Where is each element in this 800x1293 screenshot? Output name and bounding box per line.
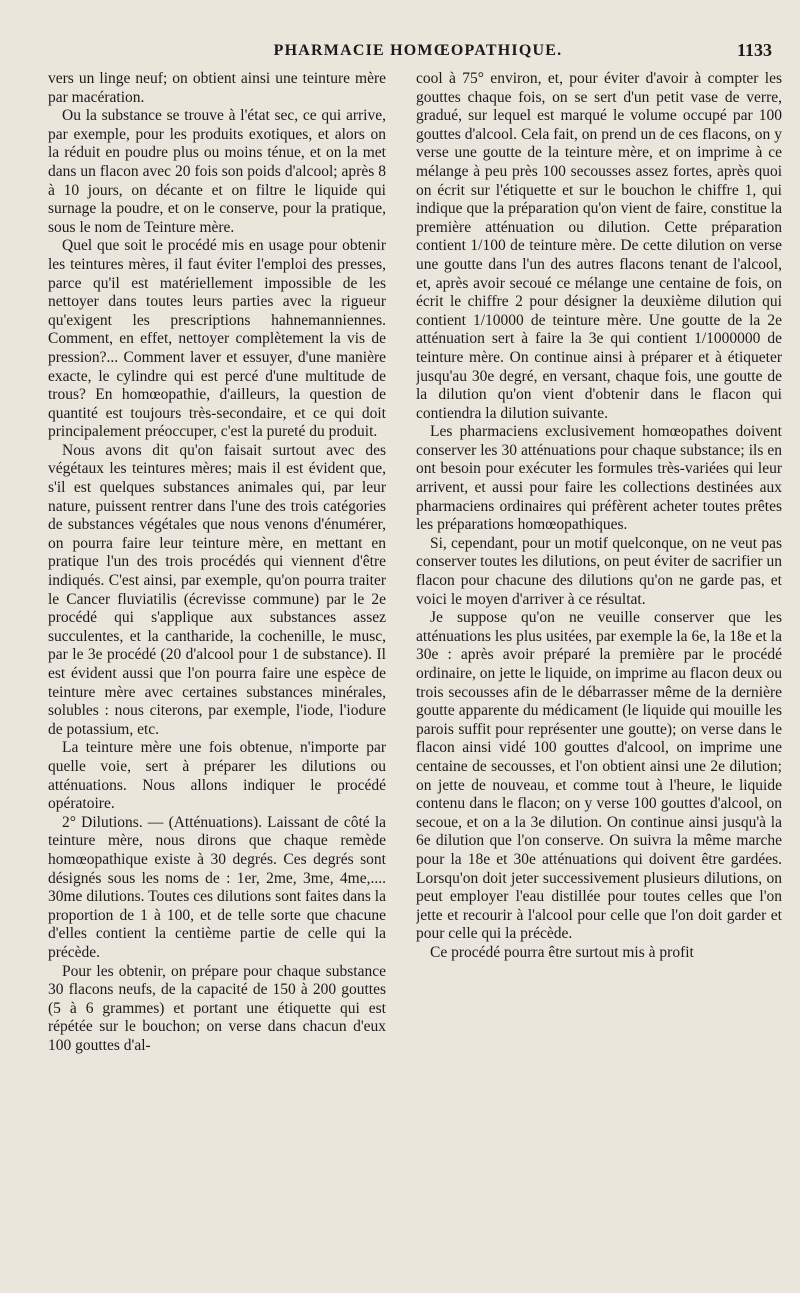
paragraph: Pour les obtenir, on prépare pour chaque substance 30 flacons neufs, de la capacité de 150 à 200 gouttes (5 à 6 grammes) et portant une étiquette qui est répétée sur le bouchon; on verse dans chacun d'eux 100 gouttes d'al- [48, 962, 386, 1054]
paragraph: Les pharmaciens exclusivement homœopathes doivent conserver les 30 atténuations pour chaque substance; ils en ont besoin pour exécuter les formules très-variées qui leur arrivent, et aussi pour faire les collections destinées aux pharmaciens ordinaires qui préfèrent acheter toutes prêtes les préparations homœopathiques. [416, 423, 782, 534]
paragraph: Nous avons dit qu'on faisait surtout avec des végétaux les teintures mères; mais il est évident que, s'il est quelques substances animales qui, par leur nature, puissent rentrer dans l'une des trois catégories de substances végétales que nous venons d'énumérer, on pourra faire leur teinture mère, en mettant en pratique l'un des trois procédés qui viennent d'être indiqués. C'est ainsi, par exemple, qu'on pourra traiter le Cancer fluviatilis (écrevisse commune) par le 2e procédé qui s'applique aux substances assez succulentes, et la cantharide, la cochenille, le musc, par le 3e procédé (20 d'alcool pour 1 de substance). Il est évident aussi que l'on pourra faire une espèce de teinture mère avec certaines substances minérales, solubles : nous citerons, par exemple, l'iode, l'iodure de potassium, etc. [48, 441, 386, 738]
running-title: PHARMACIE HOMŒOPATHIQUE. [273, 42, 563, 59]
paragraph: Si, cependant, pour un motif quelconque, on ne veut pas conserver toutes les dilutions, on peut éviter de sacrifier un flacon pour chacune des dilutions qu'on ne garde pas, et voici le moyen d'arriver à ce résultat. [416, 534, 782, 608]
paragraph: cool à 75° environ, et, pour éviter d'avoir à compter les gouttes chaque fois, on se sert d'un petit vase de verre, gradué, sur lequel est marqué le volume occupé par 100 gouttes d'alcool. Cela fait, on prend un de ces flacons, on y verse une goutte de la teinture mère, et on imprime à ce mélange à peu près 100 secousses assez fortes, après quoi on écrit sur l'étiquette et sur le bouchon le chiffre 1, qui indique que la préparation qu'on vient de faire, constitue la première atténuation ou dilution. Cette préparation contient 1/100 de teinture mère. De cette dilution on verse une goutte dans l'un des autres flacons tenant de l'alcool, et, après avoir secoué ce mélange une centaine de fois, on écrit le chiffre 2 pour désigner la deuxième dilution qui contient 1/10000 de teinture mère. Une goutte de la 2e atténuation sert à faire la 3e qui contient 1/1000000 de teinture mère. On continue ainsi à préparer et à étiqueter jusqu'au 30e degré, en versant, chaque fois, une goutte de la dilution qu'on vient d'obtenir dans le flacon qui contiendra la dilution suivante. [416, 70, 782, 422]
paragraph: Quel que soit le procédé mis en usage pour obtenir les teintures mères, il faut éviter l'emploi des presses, parce qu'il est matériellement impossible de les nettoyer dans toutes leurs parties avec la rigueur qu'exigent les prescriptions hahnemanniennes. Comment, en effet, nettoyer complètement la vis de pression?... Comment laver et essuyer, d'une manière exacte, le cylindre qui est percé d'une multitude de trous? En homœopathie, d'ailleurs, la question de quantité est toujours très-secondaire, et ce qui doit principalement préoccuper, c'est la pureté du produit. [48, 237, 386, 441]
paragraph: Ce procédé pourra être surtout mis à profit [430, 943, 694, 961]
left-column [48, 70, 386, 1280]
paragraph: Je suppose qu'on ne veuille conserver que les atténuations les plus usitées, par exemple la 6e, la 18e et la 30e : après avoir préparé la première par le procédé ordinaire, on jette le liquide, on imprime au flacon deux ou trois secousses afin de le débarrasser même de la dernière goutte apparente du médicament (le liquide qui mouille les parois suffit pour représenter une goutte); on verse dans le flacon ainsi vidé 100 gouttes d'alcool, on imprime une centaine de secousses, et l'on obtient ainsi une 2e dilution; on jette de nouveau, et comme tout à l'heure, le liquide contenu dans le flacon; on y verse 100 gouttes d'alcool, on secoue, et on a la 3e dilution. On continue ainsi jusqu'à la 6e dilution que l'on conserve. On suivra la même marche pour la 18e et 30e atténuations qui doivent être gardées. Lorsqu'on doit jeter successivement plusieurs dilutions, on peut employer l'eau distillée pour toutes celles que l'on jette et recourir à l'alcool pour celle que l'on doit garder et pour celle qui la précède. [416, 609, 782, 943]
paragraph-dilutions-heading: 2° Dilutions. — (Atténuations). Laissant de côté la teinture mère, nous dirons que chaque remède homœopathique existe à 30 degrés. Ces degrés sont désignés sous les noms de : 1er, 2me, 3me, 4me,.... 30me dilutions. Toutes ces dilutions sont faites dans la proportion de 1 à 100, et de telle sorte que chacune d'elles contient la centième partie de celle qui la précède. [48, 813, 386, 961]
page-header [48, 36, 788, 66]
page-number: 1133 [736, 40, 772, 60]
right-column [416, 70, 782, 1280]
paragraph: vers un linge neuf; on obtient ainsi une teinture mère par macération. [48, 70, 386, 106]
paragraph: Ou la substance se trouve à l'état sec, ce qui arrive, par exemple, pour les produits exotiques, et alors on la réduit en poudre plus ou moins ténue, et on la met dans un flacon avec 20 fois son poids d'alcool; après 8 à 10 jours, on décante et on filtre le liquide qui surnage la poudre, et on le conserve, pour la pratique, sous le nom de Teinture mère. [48, 107, 386, 236]
paragraph: La teinture mère une fois obtenue, n'importe par quelle voie, sert à préparer les dilutions ou atténuations. Nous allons indiquer le procédé opératoire. [48, 739, 386, 813]
